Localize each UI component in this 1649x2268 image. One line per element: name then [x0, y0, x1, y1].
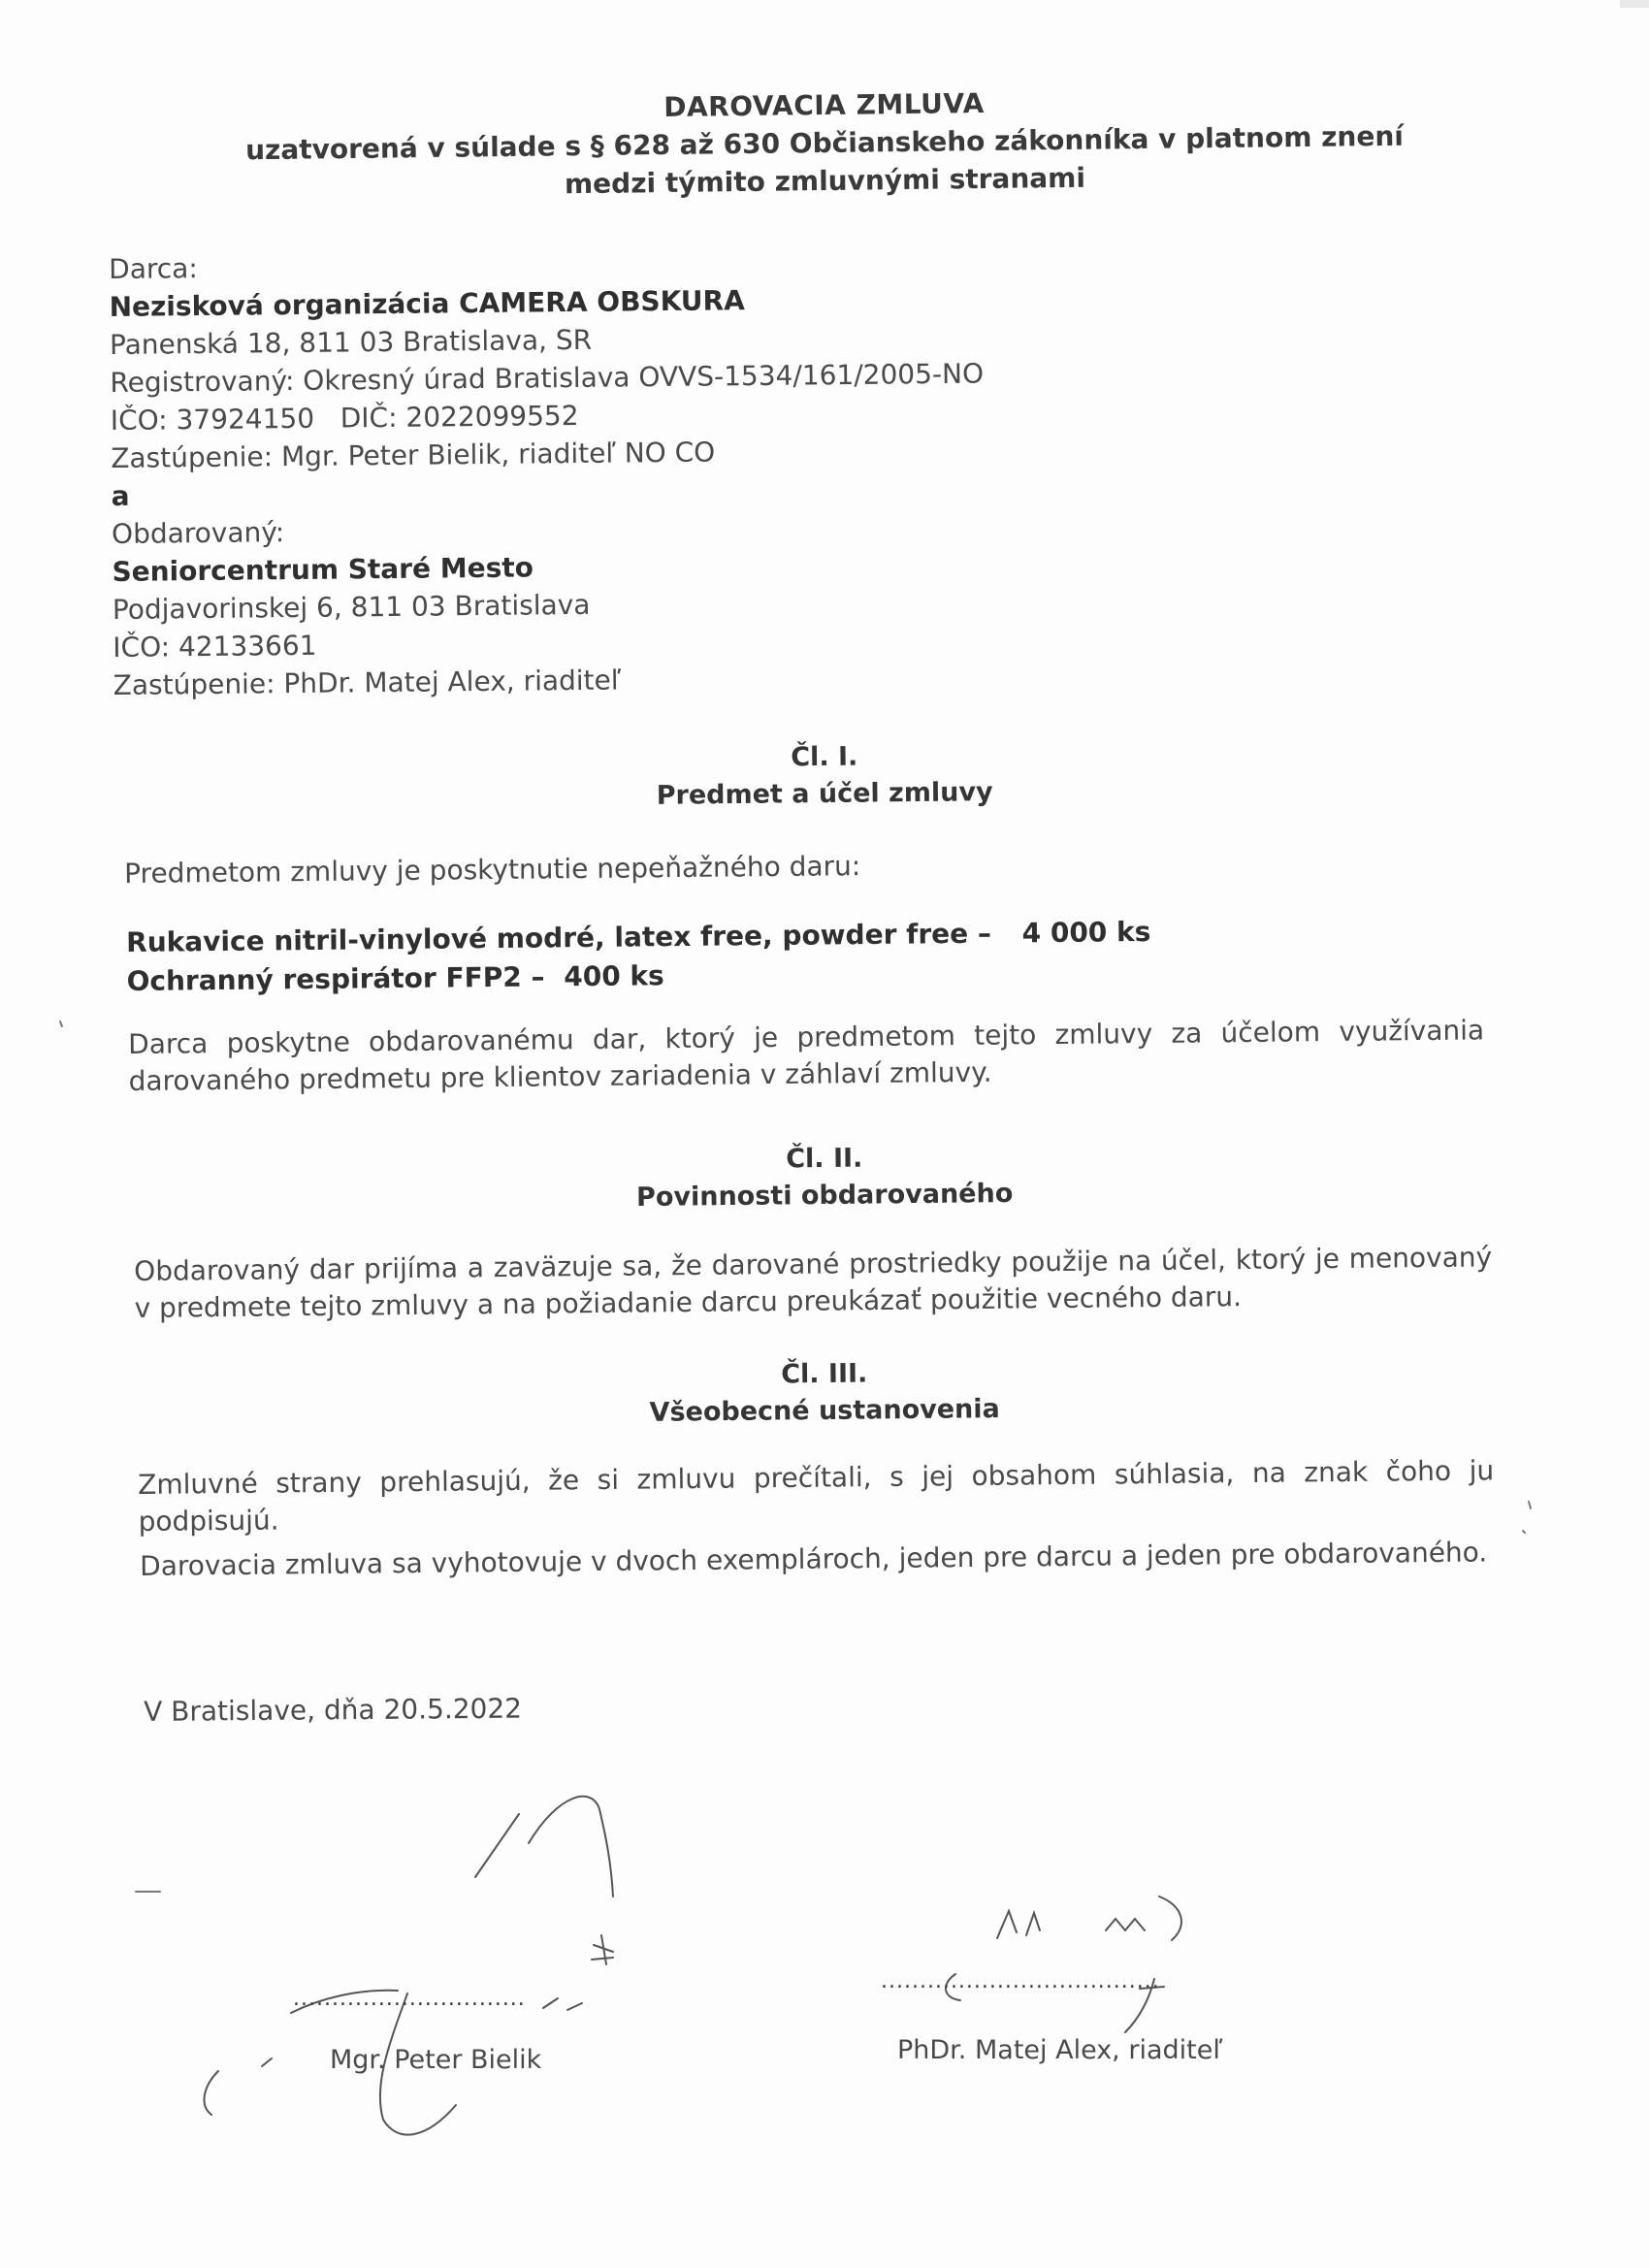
donor-representative: Zastúpenie: Mgr. Peter Bielik, riaditeľ NO CO: [111, 436, 716, 474]
article-3-number: Čl. III.: [781, 1358, 868, 1390]
contract-parties: [109, 239, 1180, 703]
item-quantity: 4 000 ks: [1021, 915, 1151, 950]
donee-name: Seniorcentrum Staré Mesto: [112, 551, 534, 588]
item-quantity: 400 ks: [564, 959, 664, 993]
item-name: Rukavice nitril-vinylové modré, latex free, powder free –: [126, 917, 992, 958]
article-3-text-1: Zmluvné strany prehlasujú, že si zmluvu prečítali, s jej obsahom súhlasia, na znak čoho ju podpisujú.: [138, 1454, 1495, 1538]
left-signature-strokes: [205, 1797, 613, 2135]
article-1-intro: Predmetom zmluvy je poskytnutie nepeňažného daru:: [124, 850, 861, 890]
donor-ico-dic: IČO: 37924150 DIČ: 2022099552: [110, 399, 579, 437]
left-signatory-name: Mgr. Peter Bielik: [330, 2045, 542, 2075]
item-name: Ochranný respirátor FFP2 –: [126, 960, 545, 997]
article-2-text: Obdarovaný dar prijíma a zaväzuje sa, že darované prostriedky použije na účel, ktorý je menovaný v predmete tejto zmluvy a na požiadanie darcu preukázať použitie vecného daru.: [134, 1241, 1493, 1324]
scan-edge-artifact: [1620, 0, 1649, 8]
article-1-title: Predmet a účel zmluvy: [656, 777, 993, 811]
donee-label: Obdarovaný:: [111, 516, 285, 550]
donee-representative: Zastúpenie: PhDr. Matej Alex, riaditeľ: [113, 664, 622, 701]
article-1-number: Čl. I.: [791, 741, 858, 773]
donee-address: Podjavorinskej 6, 811 03 Bratislava: [112, 588, 591, 626]
donor-label: Darca:: [109, 252, 198, 285]
donee-ico: IČO: 42133661: [113, 629, 317, 664]
document-header: [193, 81, 1455, 205]
article-2-number: Čl. II.: [786, 1143, 863, 1175]
right-signatory-name: PhDr. Matej Alex, riaditeľ: [897, 2035, 1223, 2065]
left-signature-line: ..............................: [293, 1987, 526, 2011]
donation-items: [126, 913, 1151, 1001]
right-signature-line: ....................................: [881, 1969, 1160, 1993]
article-1-text: Darca poskytne obdarovanému dar, ktorý je predmetom tejto zmluvy za účelom využívania darovaného predmetu pre klientov zariadenia v záhlaví zmluvy.: [128, 1014, 1485, 1097]
conjunction: a: [111, 479, 130, 512]
donor-address: Panenská 18, 811 03 Bratislava, SR: [109, 323, 593, 361]
article-3-title: Všeobecné ustanovenia: [649, 1394, 1000, 1428]
article-3-heading: [194, 1349, 1456, 1437]
article-2-title: Povinnosti obdarovaného: [635, 1178, 1014, 1214]
article-2-heading: [194, 1134, 1456, 1221]
document-subtitle-2: medzi týmito zmluvnými stranami: [564, 161, 1086, 201]
place-and-date: V Bratislave, dňa 20.5.2022: [144, 1692, 523, 1728]
document-title: DAROVACIA ZMLUVA: [663, 86, 985, 124]
donor-name: Nezisková organizácia CAMERA OBSKURA: [109, 284, 745, 323]
article-3-text-2: Darovacia zmluva sa vyhotovuje v dvoch exemplároch, jeden pre darcu a jeden pre obdarovaného.: [140, 1536, 1488, 1582]
article-1-heading: [194, 732, 1456, 820]
donor-registration: Registrovaný: Okresný úrad Bratislava OVVS-1534/161/2005-NO: [110, 357, 985, 399]
right-signature-strokes: [946, 1896, 1181, 2032]
document-subtitle: uzatvorená v súlade s § 628 až 630 Občianskeho zákonníka v platnom znení: [244, 119, 1405, 167]
